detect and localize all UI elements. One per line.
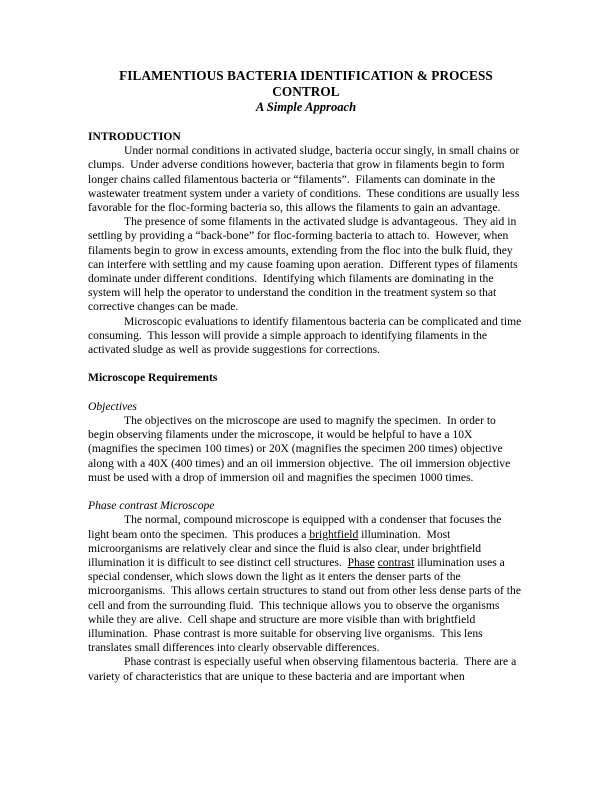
paragraph-objectives-1: The objectives on the microscope are used to magnify the specimen. In order to begin observing filaments under the microscope, it would be helpful to have a 10X (magnifies the specimen 100 times) or 20X (magnifies the specimen 200 times) objective along with a 40X (400 times) and an oil immersion objective. The oil immersion objective must be used with a drop of immersion oil and magnifies the specimen 1000 times. [88, 414, 514, 484]
heading-spacer-objectives [88, 386, 524, 400]
section-spacer-1 [88, 357, 524, 371]
sub-heading-phase-contrast-microscope: Phase contrast Microscope [88, 499, 215, 513]
section-heading-introduction: INTRODUCTION [88, 129, 181, 143]
section-introduction [88, 130, 524, 357]
subsection-objectives [88, 400, 524, 485]
paragraph-phase-contrast-2: Phase contrast is especially useful when observing filamentous bacteria. There are a variety of characteristics that are unique to these bacteria and are important when [88, 655, 520, 683]
document-title-block [88, 68, 524, 116]
paragraph-intro-3: Microscopic evaluations to identify filamentous bacteria can be complicated and time consuming. This lesson will provide a simple approach to identifying filaments in the activated sludge as well as provide suggestions for corrections. [88, 314, 525, 357]
document-title-line-2: CONTROL [272, 83, 340, 99]
document-title-line-1: FILAMENTIOUS BACTERIA IDENTIFICATION & PROCESS [119, 68, 493, 83]
subsection-spacer [88, 485, 524, 499]
title-spacer [88, 116, 524, 130]
paragraph-intro-2: The presence of some filaments in the activated sludge is advantageous. They aid in settling by providing a “back-bone” for floc-forming bacteria to attach to. However, when filaments begin to grow in excess amounts, extending from the floc into the bulk fluid, they can interfere with settling and my cause foaming upon aeration. Different types of filaments dominate under different conditions. Identifying which filaments are dominating in the system will help the operator to understand the condition in the treatment system so that corrective changes can be made. [88, 215, 521, 314]
sub-heading-objectives: Objectives [88, 399, 137, 413]
section-microscope-requirements [88, 371, 524, 683]
subsection-phase-contrast-microscope [88, 499, 524, 684]
section-heading-microscope-requirements: Microscope Requirements [88, 371, 218, 385]
paragraph-intro-1: Under normal conditions in activated sludge, bacteria occur singly, in small chains or clumps. Under adverse conditions however, bacteria that grow in filaments begin to form longer chains called filamentous bacteria or “filaments”. Filaments can dominate in the wastewater treatment system under a variety of conditions. These conditions are usually less favorable for the floc-forming bacteria so, this allows the filaments to gain an advantage. [88, 144, 523, 214]
document-subtitle: A Simple Approach [255, 100, 357, 115]
document-content [88, 68, 524, 684]
paragraph-phase-contrast-1: The normal, compound microscope is equipped with a condenser that focuses the light beam onto the specimen. This produces a brightfield illumination. Most microorganisms are relatively clear and since the fluid is also clear, under brightfield illumination it is difficult to see distinct cell structures. Phase contrast illumination uses a special condenser, which slows down the light as it enters the denser parts of the microorganisms. This allows certain structures to stand out from other less dense parts of the cell and from the surrounding fluid. This technique allows you to observe the organisms while they are alive. Cell shape and structure are more visible than with brightfield illumination. Phase contrast is more suitable for observing live organisms. This lens translates small differences into clearly observable differences. [88, 513, 524, 655]
